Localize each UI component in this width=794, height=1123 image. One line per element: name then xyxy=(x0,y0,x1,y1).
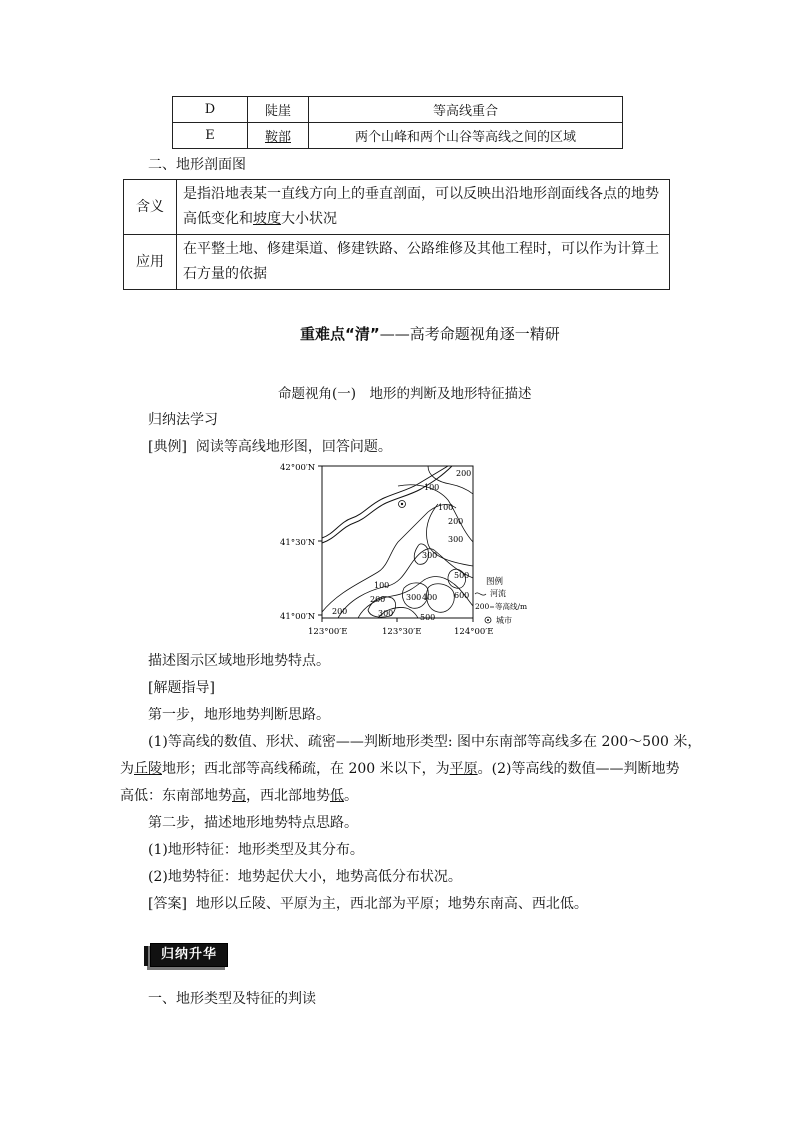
legend-contour-sample: 200 xyxy=(475,602,490,611)
text-span: 大小状况 xyxy=(281,211,337,227)
table-cell: 等高线重合 xyxy=(309,97,623,123)
text-span: 为 xyxy=(120,761,134,777)
legend-river-icon xyxy=(475,593,486,595)
table-cell: 陡崖 xyxy=(248,97,309,123)
contour-label: 200 xyxy=(448,517,464,526)
table-cell: E xyxy=(173,123,248,149)
table-cell xyxy=(177,235,670,290)
table-cell: 应用 xyxy=(124,235,177,290)
contour-label: 100 xyxy=(424,483,440,492)
legend-river: 河流 xyxy=(490,589,506,598)
profile-table xyxy=(123,179,670,290)
contour-label: 300 xyxy=(406,593,422,602)
underlined-term: 平原 xyxy=(449,761,478,777)
section-title: 二、地形剖面图 xyxy=(148,157,246,173)
city-icon xyxy=(401,503,403,505)
answer-text: 地形以丘陵、平原为主，西北部为平原；地势东南高、西北低。 xyxy=(195,896,588,912)
section-title: 一、地形类型及特征的判读 xyxy=(148,991,316,1007)
underlined-term: 丘陵 xyxy=(134,761,162,777)
contour-label: 300 xyxy=(448,535,464,544)
contour-label: 100 xyxy=(374,581,390,590)
step-one: 第一步，地形地势判断思路。 xyxy=(148,707,330,723)
table-cell xyxy=(177,180,670,235)
text-span: 。(2)等高线的数值——判断地势 xyxy=(477,761,680,777)
contour-label: 200 xyxy=(456,469,472,478)
guide-tag: [解题指导] xyxy=(148,680,215,696)
method-label: 归纳法学习 xyxy=(148,412,218,428)
answer-line xyxy=(148,893,588,913)
example-text: 阅读等高线地形图，回答问题。 xyxy=(195,439,392,455)
table-row xyxy=(173,123,623,149)
lat-label: 41°30′N xyxy=(280,538,316,548)
summary-badge: 归纳升华 xyxy=(150,943,228,967)
table-cell: D xyxy=(173,97,248,123)
text-span: 地形；西北部等高线稀疏，在 200 米以下，为 xyxy=(162,761,450,777)
underlined-term: 鞍部 xyxy=(264,130,291,145)
step-two: 第二步，描述地形地势特点思路。 xyxy=(148,815,358,831)
lat-label: 42°00′N xyxy=(280,463,316,473)
table-cell: 两个山峰和两个山谷等高线之间的区域 xyxy=(309,123,623,149)
table-cell xyxy=(248,123,309,149)
contour-label: 500 xyxy=(454,571,470,580)
contour-label: 500 xyxy=(420,613,436,622)
contour-label: 600 xyxy=(454,591,470,600)
contour-label: 200 xyxy=(332,607,348,616)
paragraph-line xyxy=(120,785,358,805)
table-cell: 含义 xyxy=(124,180,177,235)
legend-contour: 等高线/m xyxy=(495,602,528,611)
text-span: 高低：东南部地势 xyxy=(120,788,232,804)
heading-main: 重难点“清” xyxy=(300,325,380,343)
text-span: 高低变化和 xyxy=(183,211,253,227)
legend-city: 城市 xyxy=(496,616,512,625)
paragraph-line xyxy=(120,758,679,778)
example-tag: [典例] xyxy=(148,439,187,455)
underlined-term: 高 xyxy=(232,788,246,804)
perspective-title: 命题视角(一) 地形的判断及地形特征描述 xyxy=(278,386,532,402)
table-row xyxy=(124,235,670,290)
cell-line: 在平整土地、修建渠道、修建铁路、公路维修及其他工程时，可以作为计算土 xyxy=(183,241,659,257)
text-span: 。 xyxy=(344,788,358,804)
answer-tag: [答案] xyxy=(148,896,187,912)
contour-map xyxy=(278,460,528,640)
lon-label: 123°00′E xyxy=(308,627,348,637)
contour-label: 100 xyxy=(438,503,454,512)
paragraph-line: (1)等高线的数值、形状、疏密——判断地形类型: 图中东南部等高线多在 200～500 米， xyxy=(148,734,702,750)
table-row xyxy=(124,180,670,235)
lat-label: 41°00′N xyxy=(280,612,316,622)
legend-title: 图例 xyxy=(486,577,504,587)
cell-line: 石方量的依据 xyxy=(183,266,267,282)
cell-line xyxy=(183,207,663,232)
contour-label: 400 xyxy=(422,593,438,602)
contour-label: 300 xyxy=(378,609,394,618)
table-row xyxy=(173,97,623,123)
lon-label: 124°00′E xyxy=(454,627,494,637)
underlined-term: 低 xyxy=(330,788,344,804)
heading-sub: 高考命题视角逐一精研 xyxy=(409,325,560,343)
legend-city-icon xyxy=(487,619,489,621)
paragraph-line: (2)地势特征：地势起伏大小，地势高低分布状况。 xyxy=(148,869,462,885)
contour-label: 300 xyxy=(422,551,438,560)
cell-line: 是指沿地表某一直线方向上的垂直剖面，可以反映出沿地形剖面线各点的地势 xyxy=(183,186,659,202)
underlined-term: 坡度 xyxy=(253,211,281,227)
example-line xyxy=(148,436,392,456)
section-heading xyxy=(300,323,560,344)
heading-dash: —— xyxy=(379,325,410,343)
landform-table xyxy=(172,96,623,149)
lon-label: 123°30′E xyxy=(382,627,422,637)
contour-label: 200 xyxy=(370,595,386,604)
text-span: ，西北部地势 xyxy=(246,788,330,804)
question: 描述图示区域地形地势特点。 xyxy=(148,653,330,669)
paragraph-line: (1)地形特征：地形类型及其分布。 xyxy=(148,842,364,858)
